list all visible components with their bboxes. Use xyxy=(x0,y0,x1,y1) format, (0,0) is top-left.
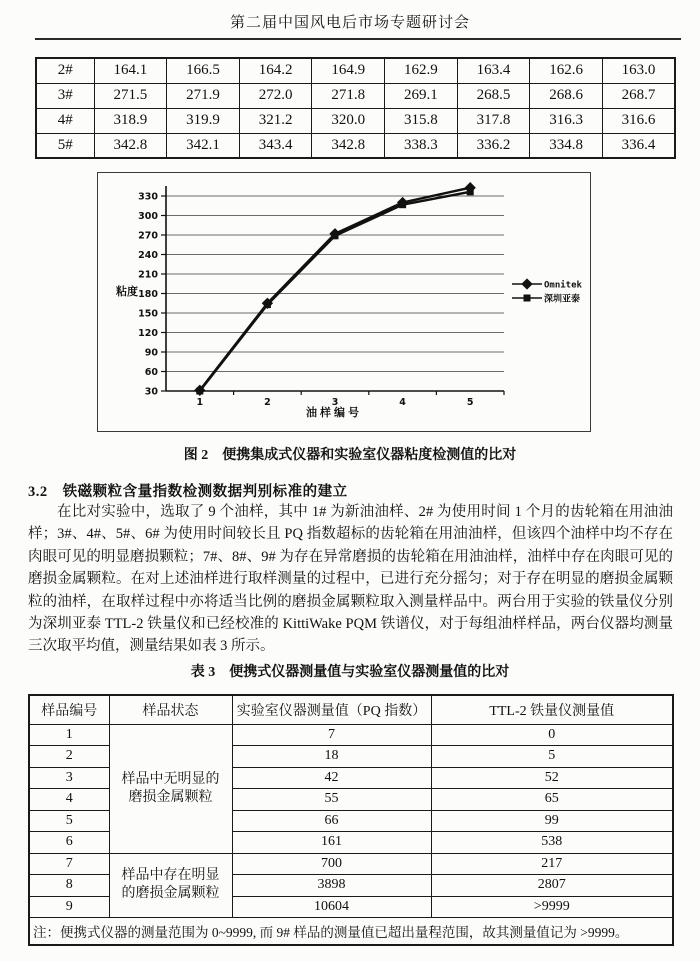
pq-value-cell: 3898 xyxy=(232,875,431,897)
pq-value-cell: 42 xyxy=(232,767,431,789)
row-label-cell: 2# xyxy=(36,58,94,83)
svg-text:90: 90 xyxy=(144,347,158,359)
value-cell: 342.8 xyxy=(94,133,167,158)
pq-value-cell: 7 xyxy=(232,724,431,746)
ttl-value-cell: 99 xyxy=(431,810,673,832)
svg-text:300: 300 xyxy=(138,211,158,222)
viscosity-chart-frame xyxy=(97,172,591,432)
ttl-value-cell: 5 xyxy=(431,746,673,768)
svg-text:180: 180 xyxy=(138,289,158,300)
value-cell: 321.2 xyxy=(239,108,312,133)
ttl-value-cell: 2807 xyxy=(431,875,673,897)
value-cell: 334.8 xyxy=(530,133,603,158)
value-cell: 268.7 xyxy=(602,83,675,108)
col-header-ttl-value: TTL-2 铁量仪测量值 xyxy=(431,695,673,724)
row-label-cell: 5# xyxy=(36,133,94,158)
svg-text:330: 330 xyxy=(138,191,158,203)
table-note-row xyxy=(29,918,673,945)
value-cell: 164.2 xyxy=(239,58,312,83)
svg-text:粘度: 粘度 xyxy=(116,286,138,298)
sample-id-cell: 2 xyxy=(29,746,109,768)
col-header-lab-value: 实验室仪器测量值（PQ 指数） xyxy=(232,695,431,724)
pq-value-cell: 161 xyxy=(232,832,431,854)
svg-text:270: 270 xyxy=(138,230,158,242)
value-cell: 320.0 xyxy=(312,108,385,133)
figure2-caption: 图 2 便携集成式仪器和实验室仪器粘度检测值的比对 xyxy=(183,448,517,463)
svg-text:1: 1 xyxy=(196,397,204,408)
comparison-table xyxy=(28,694,674,946)
table-row xyxy=(36,108,675,133)
value-cell: 315.8 xyxy=(385,108,458,133)
pq-value-cell: 700 xyxy=(232,853,431,875)
svg-text:210: 210 xyxy=(138,269,158,281)
value-cell: 268.6 xyxy=(530,83,603,108)
section-heading: 3.2 铁磁颗粒含量指数检测数据判别标准的建立 xyxy=(28,484,348,500)
sample-id-cell: 5 xyxy=(29,810,109,832)
svg-text:60: 60 xyxy=(144,367,158,378)
viscosity-chart xyxy=(98,173,590,431)
sample-id-cell: 6 xyxy=(29,832,109,854)
svg-text:5: 5 xyxy=(466,397,474,408)
table-row xyxy=(29,724,673,746)
svg-text:油样编号: 油样编号 xyxy=(306,407,362,419)
svg-text:深圳亚泰: 深圳亚泰 xyxy=(544,294,581,305)
value-cell: 343.4 xyxy=(239,133,312,158)
svg-text:4: 4 xyxy=(399,397,406,408)
table3-caption: 表 3 便携式仪器测量值与实验室仪器测量值的比对 xyxy=(190,665,510,680)
svg-text:2: 2 xyxy=(264,397,271,408)
row-label-cell: 3# xyxy=(36,83,94,108)
svg-text:30: 30 xyxy=(144,386,158,398)
header-divider xyxy=(35,38,681,40)
sample-state-cell: 样品中存在明显的磨损金属颗粒 xyxy=(109,853,232,918)
ttl-value-cell: >9999 xyxy=(431,896,673,918)
table-row xyxy=(29,853,673,875)
col-header-sample-id: 样品编号 xyxy=(29,695,109,724)
value-cell: 316.6 xyxy=(602,108,675,133)
svg-text:Omnitek: Omnitek xyxy=(544,280,582,291)
table-row xyxy=(36,58,675,83)
value-cell: 164.1 xyxy=(94,58,167,83)
value-cell: 319.9 xyxy=(167,108,240,133)
value-cell: 336.2 xyxy=(457,133,530,158)
table-row xyxy=(36,133,675,158)
value-cell: 318.9 xyxy=(94,108,167,133)
sample-id-cell: 7 xyxy=(29,853,109,875)
ttl-value-cell: 52 xyxy=(431,767,673,789)
ttl-value-cell: 0 xyxy=(431,724,673,746)
svg-text:150: 150 xyxy=(138,308,158,320)
ttl-value-cell: 217 xyxy=(431,853,673,875)
body-paragraph: 在比对实验中，选取了 9 个油样，其中 1# 为新油油样、2# 为使用时间 1 个月的齿轮箱在用油油样；3#、4#、5#、6# 为使用时间较长且 PQ 指数超标的齿轮箱在用油油样，但该四个油样中均不存在肉眼可见的明显磨损颗粒；7#、8#、9# 为存在异常磨损的齿轮箱在用油油样，油样中存在肉眼可见的磨损金属颗粒。在对上述油样进行取样测量的过程中，已进行充分摇匀；对于存在明显的磨损金属颗粒的油样，在取样过程中亦将适当比例的磨损金属颗粒取入测量样品中。两台用于实验的铁量仪分别为深圳亚泰 TTL-2 铁量仪和已经校准的 KittiWake PQM 铁谱仪，对于每组油样样品，两台仪器均测量三次取平均值，测量结果如表 3 所示。 xyxy=(28,504,673,655)
value-cell: 271.9 xyxy=(167,83,240,108)
pq-value-cell: 55 xyxy=(232,789,431,811)
value-cell: 317.8 xyxy=(457,108,530,133)
table-note: 注：便携式仪器的测量范围为 0~9999, 而 9# 样品的测量值已超出量程范围，故其测量值记为 >9999。 xyxy=(29,918,673,945)
ttl-value-cell: 538 xyxy=(431,832,673,854)
table-row xyxy=(36,83,675,108)
value-cell: 163.0 xyxy=(602,58,675,83)
viscosity-table xyxy=(35,57,676,159)
pq-value-cell: 10604 xyxy=(232,896,431,918)
value-cell: 271.5 xyxy=(94,83,167,108)
value-cell: 162.9 xyxy=(385,58,458,83)
row-label-cell: 4# xyxy=(36,108,94,133)
sample-id-cell: 8 xyxy=(29,875,109,897)
value-cell: 164.9 xyxy=(312,58,385,83)
value-cell: 268.5 xyxy=(457,83,530,108)
sample-id-cell: 9 xyxy=(29,896,109,918)
svg-text:120: 120 xyxy=(138,328,158,339)
col-header-sample-state: 样品状态 xyxy=(109,695,232,724)
ttl-value-cell: 65 xyxy=(431,789,673,811)
value-cell: 163.4 xyxy=(457,58,530,83)
value-cell: 272.0 xyxy=(239,83,312,108)
svg-text:3: 3 xyxy=(331,397,339,408)
table-header-row xyxy=(29,695,673,724)
value-cell: 162.6 xyxy=(530,58,603,83)
sample-id-cell: 3 xyxy=(29,767,109,789)
value-cell: 338.3 xyxy=(385,133,458,158)
value-cell: 166.5 xyxy=(167,58,240,83)
svg-text:240: 240 xyxy=(138,250,158,261)
sample-state-cell: 样品中无明显的磨损金属颗粒 xyxy=(109,724,232,853)
value-cell: 342.1 xyxy=(167,133,240,158)
value-cell: 342.8 xyxy=(312,133,385,158)
value-cell: 269.1 xyxy=(385,83,458,108)
pq-value-cell: 18 xyxy=(232,746,431,768)
page-title: 第二届中国风电后市场专题研讨会 xyxy=(229,15,470,31)
sample-id-cell: 4 xyxy=(29,789,109,811)
sample-id-cell: 1 xyxy=(29,724,109,746)
value-cell: 316.3 xyxy=(530,108,603,133)
value-cell: 336.4 xyxy=(602,133,675,158)
pq-value-cell: 66 xyxy=(232,810,431,832)
value-cell: 271.8 xyxy=(312,83,385,108)
